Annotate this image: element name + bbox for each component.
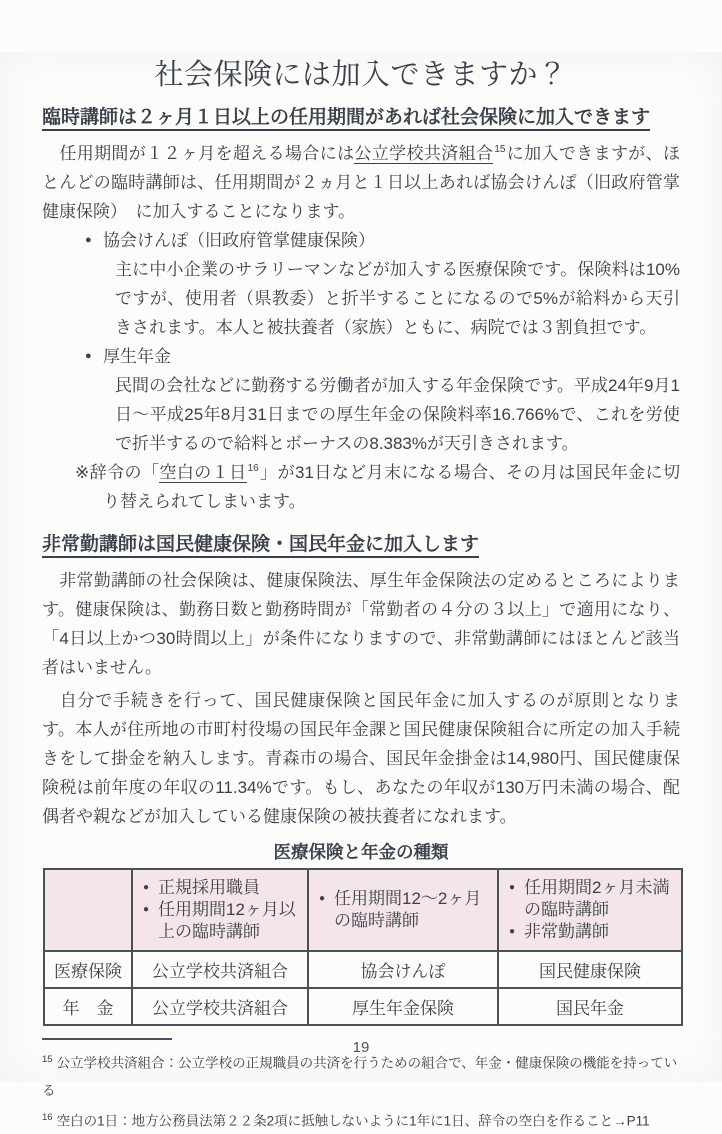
section1-heading <box>42 105 680 131</box>
section2-paragraph-1: 非常勤講師の社会保険は、健康保険法、厚生年金保険法の定めるところによります。健康保険は、勤務日数と勤務時間が「常勤者の４分の３以上」で適用になり、「4日以上かつ30時間以上」が条件になりますので、非常勤講師にはほとんど該当者はいません。 <box>42 566 680 682</box>
bullet-icon <box>143 877 158 899</box>
table-cell: 厚生年金保険 <box>308 988 498 1025</box>
footnote-ref-number: 15 <box>494 144 505 155</box>
header-bullet-label: 任用期間12ヶ月以上の臨時講師 <box>158 899 301 943</box>
bullet-content <box>103 226 680 342</box>
row-label: 年 金 <box>44 988 132 1025</box>
note-text-post: 」が31日など月末になる場合、その月は国民年金に切り替えられてしまいます。 <box>103 463 680 511</box>
row-label: 医療保険 <box>44 951 132 988</box>
header-bullet-label: 任用期間12～2ヶ月の臨時講師 <box>334 888 491 932</box>
table-header-row <box>44 869 682 951</box>
bullet-title: 厚生年金 <box>103 342 680 371</box>
page-title: 社会保険には加入できますか？ <box>42 52 680 93</box>
footnote-16 <box>42 1104 680 1134</box>
bullet-icon <box>85 342 103 458</box>
footnote-ref-term: 公立学校共済組合 <box>354 144 493 164</box>
table-header-cell-regular <box>132 869 308 951</box>
section1-heading-text: 臨時講師は２ヶ月１日以上の任用期間があれば社会保険に加入できます <box>42 107 650 131</box>
footnote-ref-term: 空白の１日 <box>159 463 246 483</box>
header-bullet <box>509 877 675 921</box>
document-page <box>0 52 722 1082</box>
section2-heading-text: 非常勤講師は国民健康保険・国民年金に加入します <box>42 534 479 558</box>
note-text-pre: ※辞令の「 <box>75 463 159 482</box>
section2-paragraph-2: 自分で手続きを行って、国民健康保険と国民年金に加入するのが原則となります。本人が住所地の市町村役場の国民年金課と国民健康保険組合に所定の加入手続きをして掛金を納入します。青森市の場合、国民年金掛金は14,980円、国民健康保険税は前年度の年収の11.34%です。もし、あなたの年収が130万円未満の場合、配偶者や親などが加入している健康保険の被扶養者になれます。 <box>42 686 680 831</box>
bullet-body: 民間の会社などに勤務する労働者が加入する年金保険です。平成24年9月1日～平成25年8月31日までの厚生年金の保険料率16.766%で、これを労使で折半するので給料とボーナスの8.383%が天引きされます。 <box>115 371 680 458</box>
bullet-item-kyokai-kenpo <box>42 226 680 342</box>
table-header-cell-12-2months <box>308 869 498 951</box>
intro-text-pre: 任用期間が１２ヶ月を超える場合には <box>42 144 354 163</box>
section2-heading <box>42 532 680 558</box>
table-cell: 国民健康保険 <box>498 951 682 988</box>
header-bullet <box>319 888 491 932</box>
bullet-icon <box>509 877 524 921</box>
footnote-number: 15 <box>42 1054 53 1065</box>
footnote-number: 16 <box>42 1112 53 1123</box>
bullet-icon <box>319 888 334 932</box>
section1-intro-paragraph <box>42 139 680 226</box>
header-bullet <box>143 877 301 899</box>
table-header-empty-cell <box>44 869 132 951</box>
remark-note <box>42 458 680 516</box>
bullet-icon <box>85 226 103 342</box>
footnote-divider <box>42 1038 172 1040</box>
header-bullet <box>509 921 675 943</box>
footnote-text: 空白の1日：地方公務員法第２２条2項に抵触しないように1年に1日、辞令の空白を作ること→P11 <box>57 1113 650 1128</box>
table-cell: 公立学校共済組合 <box>132 951 308 988</box>
bullet-content <box>103 342 680 458</box>
bullet-body: 主に中小企業のサラリーマンなどが加入する医療保険です。保険料は10%ですが、使用者（県教委）と折半することになるので5%が給料から天引きされます。本人と被扶養者（家族）ともに、病院では３割負担です。 <box>115 255 680 342</box>
page-number: 19 <box>353 1039 370 1056</box>
header-bullet-label: 任用期間2ヶ月未満の臨時講師 <box>524 877 675 921</box>
table-cell: 公立学校共済組合 <box>132 988 308 1025</box>
table-title: 医療保険と年金の種類 <box>42 839 680 864</box>
bullet-icon <box>509 921 524 943</box>
header-bullet <box>143 899 301 943</box>
table-header-cell-under-2months <box>498 869 682 951</box>
bullet-title: 協会けんぽ（旧政府管掌健康保険） <box>103 226 680 255</box>
bullet-item-kosei-nenkin <box>42 342 680 458</box>
footnote-text: 公立学校共済組合：公立学校の正規職員の共済を行うための組合で、年金・健康保険の機能を持っている <box>42 1056 677 1098</box>
header-bullet-label: 非常勤講師 <box>524 921 609 943</box>
table-row-medical-insurance <box>44 951 682 988</box>
footnote-ref-number: 16 <box>248 463 259 474</box>
table-cell: 協会けんぽ <box>308 951 498 988</box>
header-bullet-label: 正規採用職員 <box>158 877 260 899</box>
table-row-pension <box>44 988 682 1025</box>
table-cell: 国民年金 <box>498 988 682 1025</box>
insurance-pension-table <box>43 868 683 1026</box>
intro-text-post: に加入できますが、ほとんどの臨時講師は、任用期間が２ヵ月と１日以上あれば協会けんぽ（旧政府管掌健康保険） に加入することになります。 <box>42 144 680 221</box>
bullet-icon <box>143 899 158 943</box>
